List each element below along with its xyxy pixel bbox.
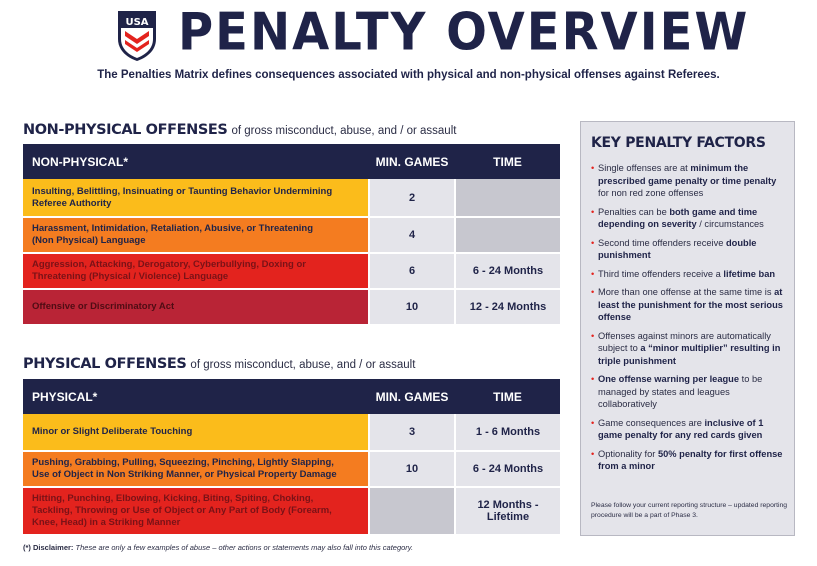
physical-subheading: of gross misconduct, abuse, and / or assault xyxy=(190,359,416,371)
disclaimer xyxy=(23,543,413,552)
physical-table xyxy=(23,379,560,536)
list-item: • Third time offenders receive a lifetime ban xyxy=(591,268,789,281)
col-time-header: TIME xyxy=(455,379,560,414)
list-item: • Second time offenders receive double punishment xyxy=(591,237,789,262)
offense-description: Offensive or Discriminatory Act xyxy=(23,289,369,325)
list-item: • Penalties can be both game and time depending on severity / circumstances xyxy=(591,206,789,231)
key-factors-heading: KEY PENALTY FACTORS xyxy=(591,135,766,151)
list-item: • Single offenses are at minimum the prescribed game penalty or time penalty for non red zone offenses xyxy=(591,162,789,200)
physical-section-heading xyxy=(23,355,415,373)
table-row xyxy=(23,217,560,253)
min-games-cell: 10 xyxy=(369,451,455,487)
disclaimer-label: (*) Disclaimer: xyxy=(23,543,74,552)
non-physical-subheading: of gross misconduct, abuse, and / or assault xyxy=(231,125,457,137)
offense-description: Hitting, Punching, Elbowing, Kicking, Biting, Spiting, Choking, Tackling, Throwing or Use of Object or Any Part of Body (Forearm, Knee, Head) in a Striking Manner xyxy=(23,487,369,535)
time-cell: 6 - 24 Months xyxy=(455,253,560,289)
page-subtitle: The Penalties Matrix defines consequences associated with physical and non-physical offenses against Referees. xyxy=(97,69,720,81)
key-penalty-factors-panel xyxy=(580,121,795,536)
time-cell: 12 - 24 Months xyxy=(455,289,560,325)
min-games-cell: 3 xyxy=(369,414,455,451)
offense-description: Minor or Slight Deliberate Touching xyxy=(23,414,369,451)
col-games-header: MIN. GAMES xyxy=(369,144,455,179)
col-games-header: MIN. GAMES xyxy=(369,379,455,414)
offense-description: Harassment, Intimidation, Retaliation, Abusive, or Threatening (Non Physical) Language xyxy=(23,217,369,253)
table-row xyxy=(23,289,560,325)
key-factors-list xyxy=(591,162,789,479)
offense-description: Insulting, Belittling, Insinuating or Taunting Behavior Undermining Referee Authority xyxy=(23,179,369,217)
min-games-cell: 4 xyxy=(369,217,455,253)
non-physical-section-heading xyxy=(23,121,456,139)
min-games-cell xyxy=(369,487,455,535)
list-item: • Optionality for 50% penalty for first offense from a minor xyxy=(591,448,789,473)
non-physical-heading: NON-PHYSICAL OFFENSES xyxy=(23,122,228,138)
page-title: PENALTY OVERVIEW xyxy=(178,2,750,63)
non-physical-table xyxy=(23,144,560,326)
col-offense-header: NON-PHYSICAL* xyxy=(23,144,369,179)
list-item: • Game consequences are inclusive of 1 game penalty for any red cards given xyxy=(591,417,789,442)
reporting-note: Please follow your current reporting structure – updated reporting procedure will be a part of Phase 3. xyxy=(591,502,788,519)
us-soccer-crest-logo xyxy=(116,9,158,63)
table-row xyxy=(23,253,560,289)
min-games-cell: 10 xyxy=(369,289,455,325)
time-cell: 12 Months - Lifetime xyxy=(455,487,560,535)
min-games-cell: 6 xyxy=(369,253,455,289)
col-offense-header: PHYSICAL* xyxy=(23,379,369,414)
list-item: • More than one offense at the same time is at least the punishment for the most serious offense xyxy=(591,286,789,324)
time-cell xyxy=(455,217,560,253)
table-header-row xyxy=(23,379,560,414)
col-time-header: TIME xyxy=(455,144,560,179)
list-item: • Offenses against minors are automatically subject to a “minor multiplier” resulting in triple punishment xyxy=(591,330,789,368)
table-row xyxy=(23,487,560,535)
time-cell xyxy=(455,179,560,217)
physical-heading: PHYSICAL OFFENSES xyxy=(23,356,187,372)
time-cell: 6 - 24 Months xyxy=(455,451,560,487)
list-item: • One offense warning per league to be managed by states and leagues collaboratively xyxy=(591,373,789,411)
disclaimer-text: These are only a few examples of abuse – other actions or statements may also fall into this category. xyxy=(75,543,414,552)
time-cell: 1 - 6 Months xyxy=(455,414,560,451)
offense-description: Pushing, Grabbing, Pulling, Squeezing, Pinching, Lightly Slapping, Use of Object in Non Striking Manner, or Physical Property Damage xyxy=(23,451,369,487)
table-row xyxy=(23,414,560,451)
min-games-cell: 2 xyxy=(369,179,455,217)
table-header-row xyxy=(23,144,560,179)
table-row xyxy=(23,179,560,217)
offense-description: Aggression, Attacking, Derogatory, Cyberbullying, Doxing or Threatening (Physical / Violence) Language xyxy=(23,253,369,289)
logo-text: USA xyxy=(125,17,149,28)
table-row xyxy=(23,451,560,487)
